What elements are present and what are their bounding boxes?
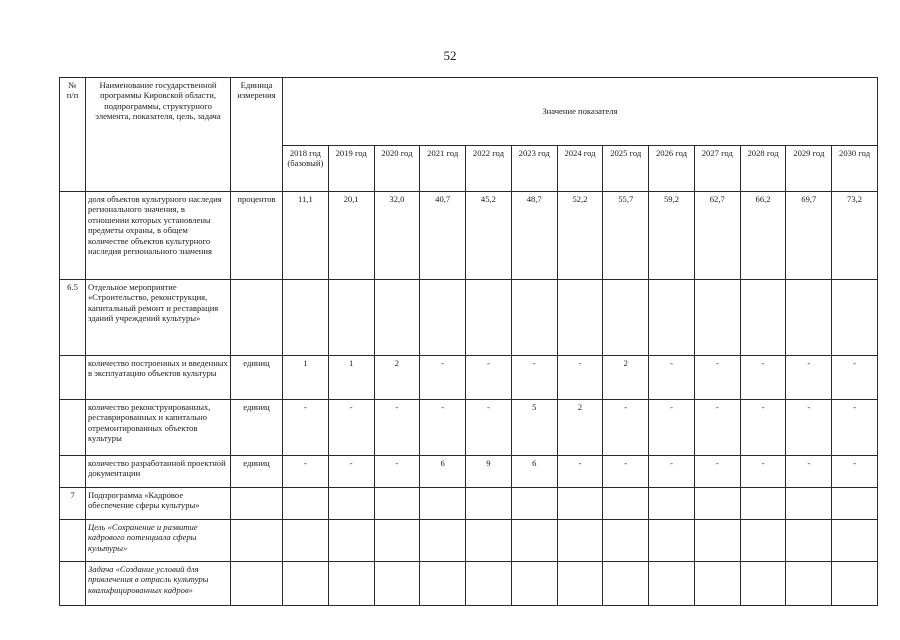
indicator-value: - [328,456,374,488]
year-header: 2030 год [832,146,878,192]
indicator-value: 40,7 [420,192,466,280]
indicator-value: 6 [420,456,466,488]
indicator-value: 5 [511,400,557,456]
row-number [60,356,86,400]
indicator-name: Подпрограмма «Кадровое обеспечение сферы культуры» [86,488,231,520]
indicator-value: 48,7 [511,192,557,280]
indicator-unit [231,520,283,562]
indicator-value [786,562,832,606]
indicator-value: - [786,356,832,400]
indicator-value: - [832,400,878,456]
indicator-value [557,562,603,606]
indicator-unit: единиц [231,356,283,400]
indicator-unit: единиц [231,456,283,488]
indicator-value [511,280,557,356]
indicator-value: 9 [466,456,512,488]
year-header: 2029 год [786,146,832,192]
indicator-name: количество построенных и введенных в эксплуатацию объектов культуры [86,356,231,400]
indicator-value [466,488,512,520]
header-name: Наименование государственной программы Кировской области, подпрограммы, структурного элемента, показателя, цель, задача [86,78,231,192]
indicator-value: - [786,456,832,488]
indicators-table [59,77,878,606]
indicator-value: - [328,400,374,456]
indicator-value: 11,1 [283,192,329,280]
indicator-value: 6 [511,456,557,488]
indicator-unit [231,562,283,606]
indicator-value [649,520,695,562]
indicator-value [283,488,329,520]
indicator-value [328,280,374,356]
year-header: 2022 год [466,146,512,192]
indicator-value: - [374,400,420,456]
indicator-value: 55,7 [603,192,649,280]
indicator-value: - [740,356,786,400]
indicator-value [466,562,512,606]
indicator-value: 45,2 [466,192,512,280]
indicator-value: 1 [328,356,374,400]
indicator-unit [231,488,283,520]
indicator-value [466,520,512,562]
indicator-value: - [420,400,466,456]
indicator-value: 69,7 [786,192,832,280]
indicator-value [786,488,832,520]
indicator-value: - [740,400,786,456]
header-unit: Единица измерения [231,78,283,192]
year-header: 2020 год [374,146,420,192]
header-num: № п/п [60,78,86,192]
table-row [60,356,878,400]
indicator-value [420,520,466,562]
header-values-title: Значение показателя [283,78,878,146]
indicator-value [694,488,740,520]
indicator-value [420,562,466,606]
indicator-value: - [649,356,695,400]
indicator-value [511,488,557,520]
indicator-value: 2 [557,400,603,456]
indicator-value [603,488,649,520]
table-row [60,520,878,562]
indicator-value [328,520,374,562]
indicator-value [649,280,695,356]
indicator-name: количество реконструированных, реставрированных и капитально отремонтированных объектов культуры [86,400,231,456]
indicator-value [832,280,878,356]
year-header: 2019 год [328,146,374,192]
indicator-value: 73,2 [832,192,878,280]
row-number [60,562,86,606]
indicator-value: - [694,400,740,456]
indicator-value [740,520,786,562]
indicator-value: - [557,356,603,400]
indicator-value [283,562,329,606]
indicator-value [557,488,603,520]
indicator-value: - [374,456,420,488]
indicator-value [740,488,786,520]
indicator-value [466,280,512,356]
indicator-value [786,520,832,562]
table-row [60,488,878,520]
indicator-value: - [694,356,740,400]
indicator-value [328,488,374,520]
indicator-value [694,562,740,606]
row-number: 6.5 [60,280,86,356]
indicator-value [328,562,374,606]
indicator-value [649,562,695,606]
table-row [60,456,878,488]
indicator-value: - [740,456,786,488]
indicator-name: Отдельное мероприятие «Строительство, реконструкция, капитальный ремонт и реставрация зданий учреждений культуры» [86,280,231,356]
indicator-value [557,520,603,562]
year-header: 2027 год [694,146,740,192]
indicator-value: - [603,456,649,488]
indicator-value [832,562,878,606]
indicator-value [374,520,420,562]
indicator-value [832,488,878,520]
indicator-value: - [466,356,512,400]
indicator-value [603,280,649,356]
indicator-value [603,520,649,562]
indicator-value [694,520,740,562]
page-number: 52 [443,48,457,63]
year-header: 2021 год [420,146,466,192]
indicator-value: - [603,400,649,456]
row-number: 7 [60,488,86,520]
table-row [60,562,878,606]
indicator-value: - [283,456,329,488]
indicator-value [740,280,786,356]
indicator-value [557,280,603,356]
indicator-value [740,562,786,606]
year-header: 2018 год (базовый) [283,146,329,192]
indicator-value: - [649,456,695,488]
indicator-value: 62,7 [694,192,740,280]
indicator-value: - [511,356,557,400]
indicator-value: - [694,456,740,488]
indicator-value: 66,2 [740,192,786,280]
indicator-value [603,562,649,606]
indicator-value [786,280,832,356]
year-header: 2024 год [557,146,603,192]
indicator-value [420,488,466,520]
indicator-value: 59,2 [649,192,695,280]
indicator-value [832,520,878,562]
indicator-value: - [832,356,878,400]
row-number [60,520,86,562]
indicator-value [374,280,420,356]
row-number [60,192,86,280]
year-header: 2023 год [511,146,557,192]
indicator-value: - [283,400,329,456]
indicator-unit: единиц [231,400,283,456]
table-header-row [60,78,878,146]
indicator-value: - [420,356,466,400]
table-row [60,192,878,280]
indicator-value [511,562,557,606]
indicator-value: 2 [374,356,420,400]
indicator-value: 52,2 [557,192,603,280]
goal-name: Цель «Сохранение и развитие кадрового потенциала сферы культуры» [86,520,231,562]
indicator-value [420,280,466,356]
indicator-value: 32,0 [374,192,420,280]
table-row [60,280,878,356]
indicator-value [374,488,420,520]
year-header: 2028 год [740,146,786,192]
indicator-value: - [786,400,832,456]
indicator-unit [231,280,283,356]
indicator-value [694,280,740,356]
row-number [60,456,86,488]
year-header: 2025 год [603,146,649,192]
indicator-unit: процентов [231,192,283,280]
indicator-value: - [649,400,695,456]
year-header: 2026 год [649,146,695,192]
indicator-name: доля объектов культурного наследия регионального значения, в отношении которых установлены предметы охраны, в общем количестве объектов культурного наследия регионального значения [86,192,231,280]
indicator-value: 20,1 [328,192,374,280]
indicator-value [374,562,420,606]
row-number [60,400,86,456]
table-row [60,400,878,456]
indicator-value: - [832,456,878,488]
indicator-value: - [466,400,512,456]
indicator-value: 2 [603,356,649,400]
indicator-value [649,488,695,520]
indicator-value [283,520,329,562]
indicator-value [511,520,557,562]
indicator-value: - [557,456,603,488]
indicator-value: 1 [283,356,329,400]
task-name: Задача «Создание условий для привлечения в отрасль культуры квалифицированных кадров» [86,562,231,606]
indicator-value [283,280,329,356]
indicator-name: количество разработанной проектной документации [86,456,231,488]
